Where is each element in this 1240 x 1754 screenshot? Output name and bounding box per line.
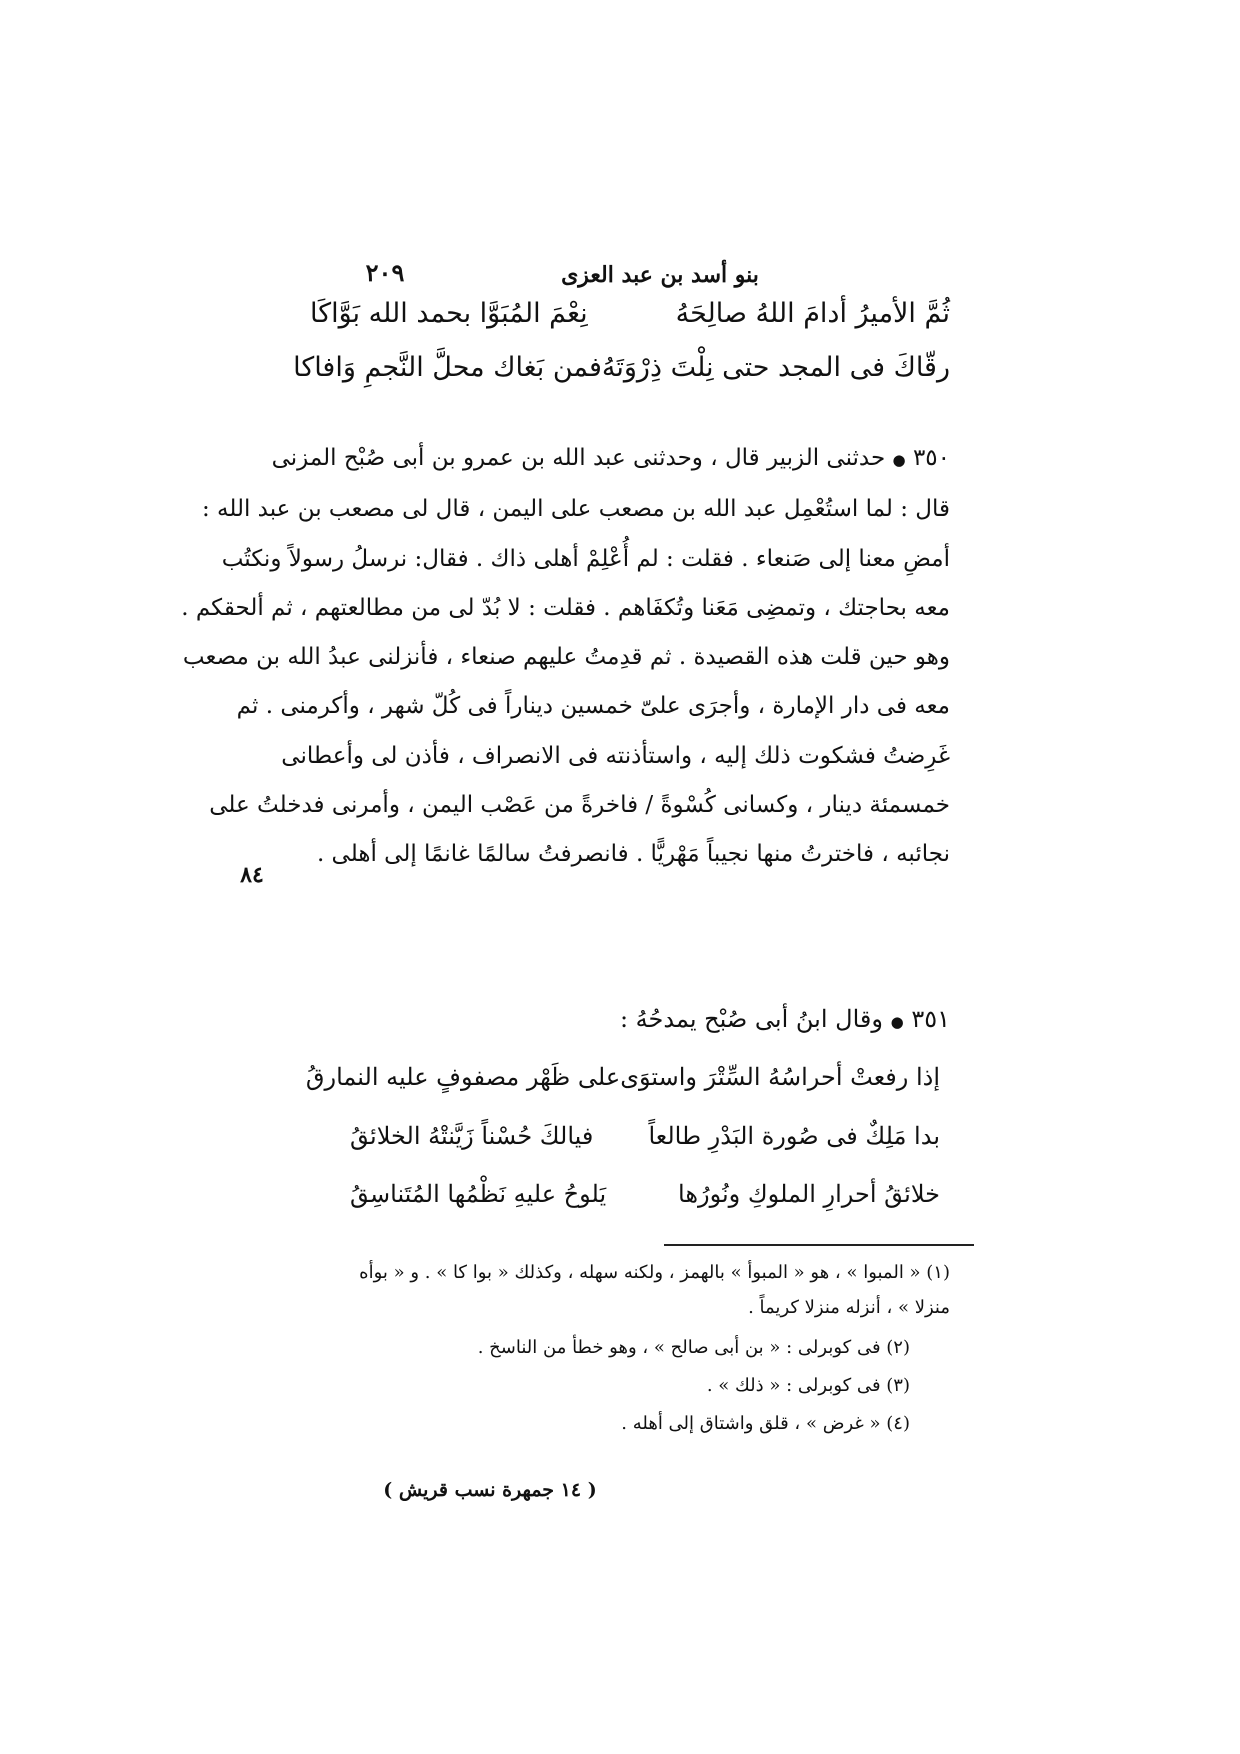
- poem2-verse-2-second-hemistich: فيالكَ حُسْناً زَيَّنتْهُ الخلائقُ: [350, 1122, 594, 1150]
- poem2-verse-3: [350, 1180, 940, 1208]
- entry-350-text: حدثنى الزبير قال ، وحدثنى عبد الله بن عمرو بن أبى صُبْح المزنى: [271, 445, 886, 471]
- footnote-separator: [664, 1244, 974, 1246]
- margin-page-reference: ٨٤: [240, 862, 264, 888]
- entry-350-line-3: أمضِ معنا إلى صَنعاء . فقلت : لم أُعْلِمْ أهلى ذاك . فقال: نرسلُ رسولاً ونكتُب: [221, 545, 950, 572]
- poem1-verse-2-second-hemistich: فمن بَغاك محلَّ النَّجمِ وَافاكا: [293, 352, 602, 383]
- footnotes: [270, 1262, 950, 1462]
- entry-350-line-4: معه بحاجتك ، وتمضِى مَعَنا وتُكفَاهم . فقلت : لا بُدّ لى من مطالعتهم ، ثم ألحقكم .: [181, 594, 950, 621]
- entry-350-line-2: قال : لما استُعْمِل عبد الله بن مصعب على اليمن ، قال لى مصعب بن عبد الله :: [201, 496, 950, 523]
- poem2-verse-2: [350, 1122, 940, 1150]
- entry-350-line-6: معه فى دار الإمارة ، وأجرَى علىّ خمسين ديناراً فى كُلّ شهر ، وأكرمنى . ثم: [236, 693, 950, 720]
- poem1-verse-1-first-hemistich: ثُمَّ الأميرُ أدامَ اللهُ صالِحَهُ: [675, 298, 950, 329]
- poem1-verse-2-first-hemistich: رقّاكَ فى المجد حتى نِلْتَ ذِرْوَتَهُ: [601, 352, 950, 383]
- poem2-verse-2-first-hemistich: بدا مَلِكٌ فى صُورة البَدْرِ طالعاً: [648, 1122, 940, 1150]
- entry-350-line-5: وهو حين قلت هذه القصيدة . ثم قدِمتُ عليهم صنعاء ، فأنزلنى عبدُ الله بن مصعب: [182, 644, 950, 671]
- poem2-verse-1-second-hemistich: على ظَهْر مصفوفٍ عليه النمارقُ: [305, 1063, 621, 1091]
- signature-mark: ( ١٤ جمهرة نسب قريش ): [383, 1479, 597, 1501]
- footnote-1-continued: منزلا » ، أنزله منزلا كريماً .: [748, 1297, 950, 1318]
- footnote-3: (٣) فى كوبرلى : « ذلك » .: [706, 1375, 910, 1396]
- bullet-icon: ●: [892, 451, 906, 469]
- poem2-verse-1-first-hemistich: إذا رفعتْ أحراسُهُ السِّتْرَ واستوَى: [620, 1063, 940, 1091]
- entry-350-line-1: [271, 434, 950, 485]
- running-header-title: بنو أسد بن عبد العزى: [561, 262, 759, 288]
- entry-number: ٣٥١: [911, 1005, 950, 1033]
- footnote-4: (٤) « غرض » ، قلق واشتاق إلى أهله .: [621, 1413, 910, 1434]
- poem2-verse-3-first-hemistich: خلائقُ أحرارِ الملوكِ ونُورُها: [678, 1180, 940, 1208]
- poem1-verse-2: [293, 352, 950, 383]
- entry-351-intro: وقال ابنُ أبى صُبْح يمدحُهُ :: [619, 1005, 883, 1033]
- bullet-icon: ●: [890, 1013, 904, 1031]
- entry-350-line-8: خمسمئة دينار ، وكسانى كُسْوةً / فاخرةً من عَصْب اليمن ، وأمرنى فدخلتُ على: [209, 792, 950, 819]
- poem1-verse-1-second-hemistich: نِعْمَ المُبَوَّا بحمد الله بَوَّاكَا: [310, 298, 588, 329]
- page-number: ٢٠٩: [365, 258, 405, 287]
- poem2-verse-3-second-hemistich: يَلوحُ عليهِ نَظْمُها المُتَناسِقُ: [350, 1180, 607, 1208]
- entry-350-line-9: نجائبه ، فاخترتُ منها نجيباً مَهْريًّا . فانصرفتُ سالمًا غانمًا إلى أهلى .: [316, 841, 950, 868]
- entry-351-heading: [350, 1005, 950, 1033]
- poem1-verse-1: [310, 298, 950, 329]
- footnote-1: (١) « المبوا » ، هو « المبوأ » بالهمز ، ولكنه سهله ، وكذلك « بوا كا » . و « بوأه: [359, 1262, 950, 1283]
- entry-350-line-7: غَرِضتُ فشكوت ذلك إليه ، واستأذنته فى الانصراف ، فأذن لى وأعطانى: [281, 742, 950, 769]
- entry-number: ٣٥٠: [912, 445, 950, 471]
- poem2-verse-1: [305, 1063, 940, 1091]
- footnote-2: (٢) فى كوبرلى : « بن أبى صالح » ، وهو خطأ من الناسخ .: [477, 1337, 910, 1358]
